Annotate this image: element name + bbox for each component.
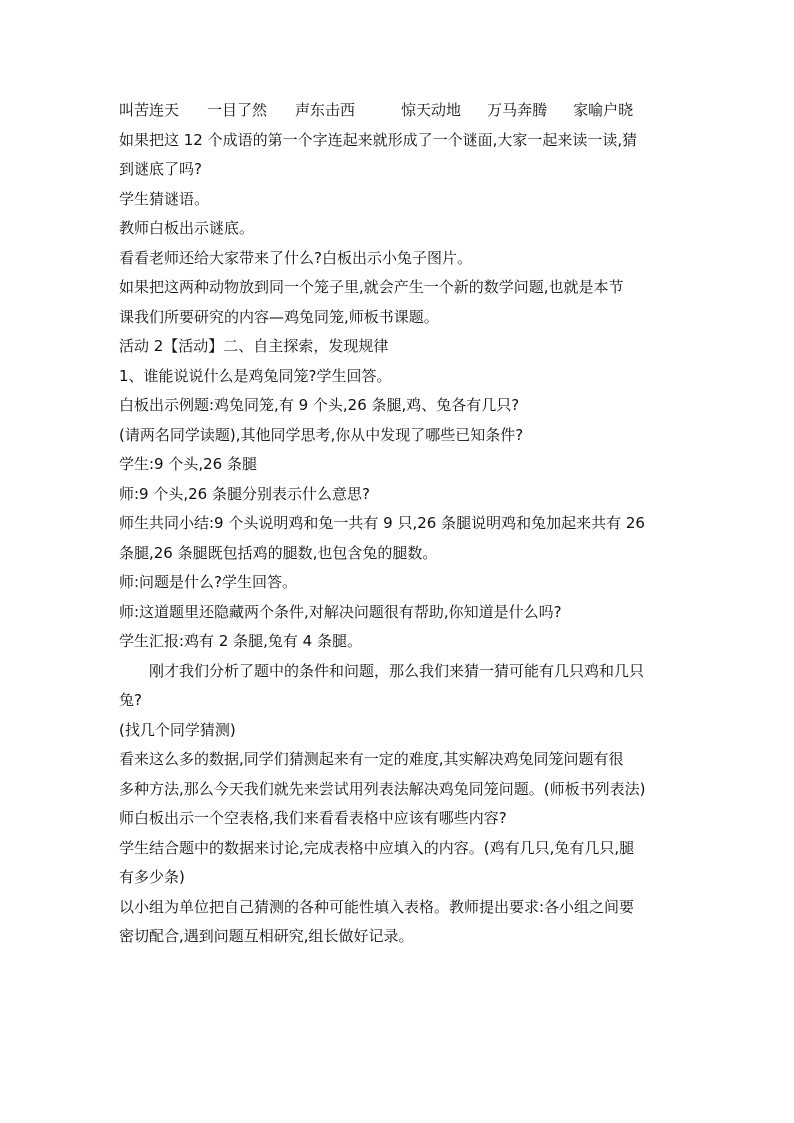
text-line: (请两名同学读题),其他同学思考,你从中发现了哪些已知条件? <box>119 425 524 444</box>
text-line: 课我们所要研究的内容—鸡兔同笼,师板书课题。 <box>119 307 439 326</box>
text-line: 兔? <box>119 691 142 709</box>
text-line: 白板出示例题:鸡兔同笼,有 9 个头,26 条腿,鸡、兔各有几只? <box>119 396 520 414</box>
paragraph <box>119 126 679 185</box>
text-line: 师生共同小结:9 个头说明鸡和兔一共有 9 只,26 条腿说明鸡和兔加起来共有 26 <box>119 514 645 532</box>
text-line: 师:问题是什么?学生回答。 <box>119 573 298 591</box>
text-line: 教师白板出示谜底。 <box>119 219 255 237</box>
text-line: 看来这么多的数据,同学们猜测起来有一定的难度,其实解决鸡兔同笼问题有很 <box>119 750 624 768</box>
paragraph <box>119 421 679 451</box>
paragraph <box>119 834 679 893</box>
paragraph <box>119 273 679 332</box>
text-line: 如果把这两种动物放到同一个笼子里,就会产生一个新的数学问题,也就是本节 <box>119 278 624 296</box>
text-line: 1、谁能说说什么是鸡兔同笼?学生回答。 <box>119 366 392 385</box>
text-line: 活动 2【活动】二、自主探索，发现规律 <box>119 337 389 355</box>
text-line: 师:9 个头,26 条腿分别表示什么意思? <box>119 484 370 503</box>
paragraph <box>119 893 679 952</box>
paragraph <box>119 214 679 244</box>
text-line: 看看老师还给大家带来了什么?白板出示小兔子图片。 <box>119 248 472 267</box>
paragraph <box>119 568 679 598</box>
idiom: 万马奔腾 <box>487 101 548 119</box>
paragraph <box>119 362 679 392</box>
paragraph <box>119 598 679 628</box>
paragraph <box>119 745 679 804</box>
section-heading <box>119 332 679 362</box>
paragraph <box>119 391 679 421</box>
paragraph <box>119 185 679 215</box>
document-body <box>119 96 679 952</box>
paragraph <box>119 627 679 657</box>
text-line: 师白板出示一个空表格,我们来看看表格中应该有哪些内容? <box>119 809 507 827</box>
text-line: 条腿,26 条腿既包括鸡的腿数,也包含兔的腿数。 <box>119 543 438 562</box>
text-line: 师:这道题里还隐藏两个条件,对解决问题很有帮助,你知道是什么吗? <box>119 602 562 621</box>
idiom: 家喻户晓 <box>573 101 634 119</box>
text-line: 学生结合题中的数据来讨论,完成表格中应填入的内容。(鸡有几只,兔有几只,腿 <box>119 838 635 857</box>
paragraph <box>119 657 679 716</box>
text-line: 学生猜谜语。 <box>119 189 210 208</box>
text-line: 有多少条) <box>119 868 185 886</box>
text-line: (找几个同学猜测) <box>119 720 236 739</box>
paragraph <box>119 480 679 510</box>
text-line: 密切配合,遇到问题互相研究,组长做好记录。 <box>119 927 414 945</box>
idiom: 惊天动地 <box>401 101 462 119</box>
paragraph <box>119 804 679 834</box>
text-line: 如果把这 12 个成语的第一个字连起来就形成了一个谜面,大家一起来读一读,猜 <box>119 130 638 149</box>
paragraph <box>119 716 679 746</box>
idiom: 一目了然 <box>207 101 268 119</box>
paragraph <box>119 450 679 480</box>
text-line: 学生汇报:鸡有 2 条腿,兔有 4 条腿。 <box>119 632 362 650</box>
paragraph <box>119 244 679 274</box>
text-line: 到谜底了吗? <box>119 160 202 178</box>
text-line: 学生:9 个头,26 条腿 <box>119 455 257 473</box>
idiom: 叫苦连天 <box>119 101 180 119</box>
text-line: 多种方法,那么今天我们就先来尝试用列表法解决鸡兔同笼问题。(师板书列表法) <box>119 779 646 798</box>
text-line: 刚才我们分析了题中的条件和问题，那么我们来猜一猜可能有几只鸡和几只 <box>149 661 645 680</box>
text-line: 以小组为单位把自己猜测的各种可能性填入表格。教师提出要求:各小组之间要 <box>119 897 635 916</box>
idiom: 声东击西 <box>295 101 356 119</box>
paragraph <box>119 509 679 568</box>
idiom-list <box>119 96 679 126</box>
